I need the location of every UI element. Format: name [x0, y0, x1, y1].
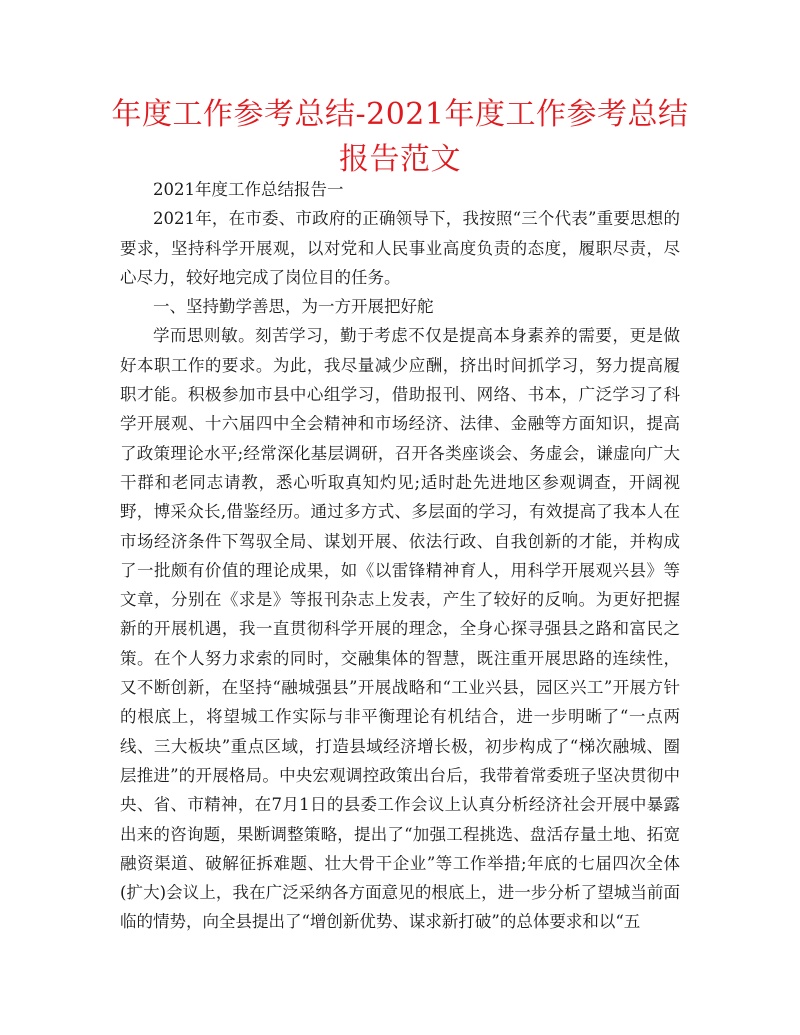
- section-heading-study: 一、坚持勤学善思，为一方开展把好舵: [153, 297, 434, 317]
- intro-paragraph: 2021年，在市委、市政府的正确领导下，我按照“三个代表”重要思想的要求，坚持科学开展观，以对党和人民事业高度负责的态度，履职尽责，尽心尽力，较好地完成了岗位目的任务。: [120, 209, 680, 287]
- section-heading-report: 2021年度工作总结报告一: [153, 180, 344, 199]
- body-paragraph: 学而思则敏。刻苦学习，勤于考虑不仅是提高本身素养的需要，更是做好本职工作的要求。为此，我尽量减少应酬，挤出时间抓学习，努力提高履职才能。积极参加市县中心组学习，借助报刊、网络、书本，广泛学习了科学开展观、十六届四中全会精神和市场经济、法律、金融等方面知识，提高了政策理论水平;经常深化基层调研，召开各类座谈会、务虚会，谦虚向广大干群和老同志请教，悉心听取真知灼见;适时赴先进地区参观调查，开阔视野，博采众长,借鉴经历。通过多方式、多层面的学习，有效提高了我本人在市场经济条件下驾驭全局、谋划开展、依法行政、自我创新的才能，并构成了一批颇有价值的理论成果，如《以雷锋精神育人，用科学开展观兴县》等文章，分别在《求是》等报刊杂志上发表，产生了较好的反响。为更好把握新的开展机遇，我一直贯彻科学开展的理念，全身心探寻强县之路和富民之策。在个人努力求索的同时，交融集体的智慧，既注重开展思路的连续性，又不断创新，在坚持“融城强县”开展战略和“工业兴县，园区兴工”开展方针的根底上，将望城工作实际与非平衡理论有机结合，进一步明晰了“一点两线、三大板块”重点区域，打造县域经济增长极，初步构成了“梯次融城、圈层推进”的开展格局。中央宏观调控政策出台后，我带着常委班子坚决贯彻中央、省、市精神，在7月1日的县委工作会议上认真分析经济社会开展中暴露出来的咨询题，果断调整策略，提出了“加强工程挑选、盘活存量土地、拓宽融资渠道、破解征拆难题、壮大骨干企业”等工作举措;年底的七届四次全体(扩大)会议上，我在广泛采纳各方面意见的根底上，进一步分析了望城当前面临的情势，向全县提出了“增创新优势、谋求新打破”的总体要求和以“五: [120, 326, 680, 932]
- document-body: [120, 175, 680, 937]
- document-title: 年度工作参考总结-2021年度工作参考总结报告范文: [111, 97, 689, 177]
